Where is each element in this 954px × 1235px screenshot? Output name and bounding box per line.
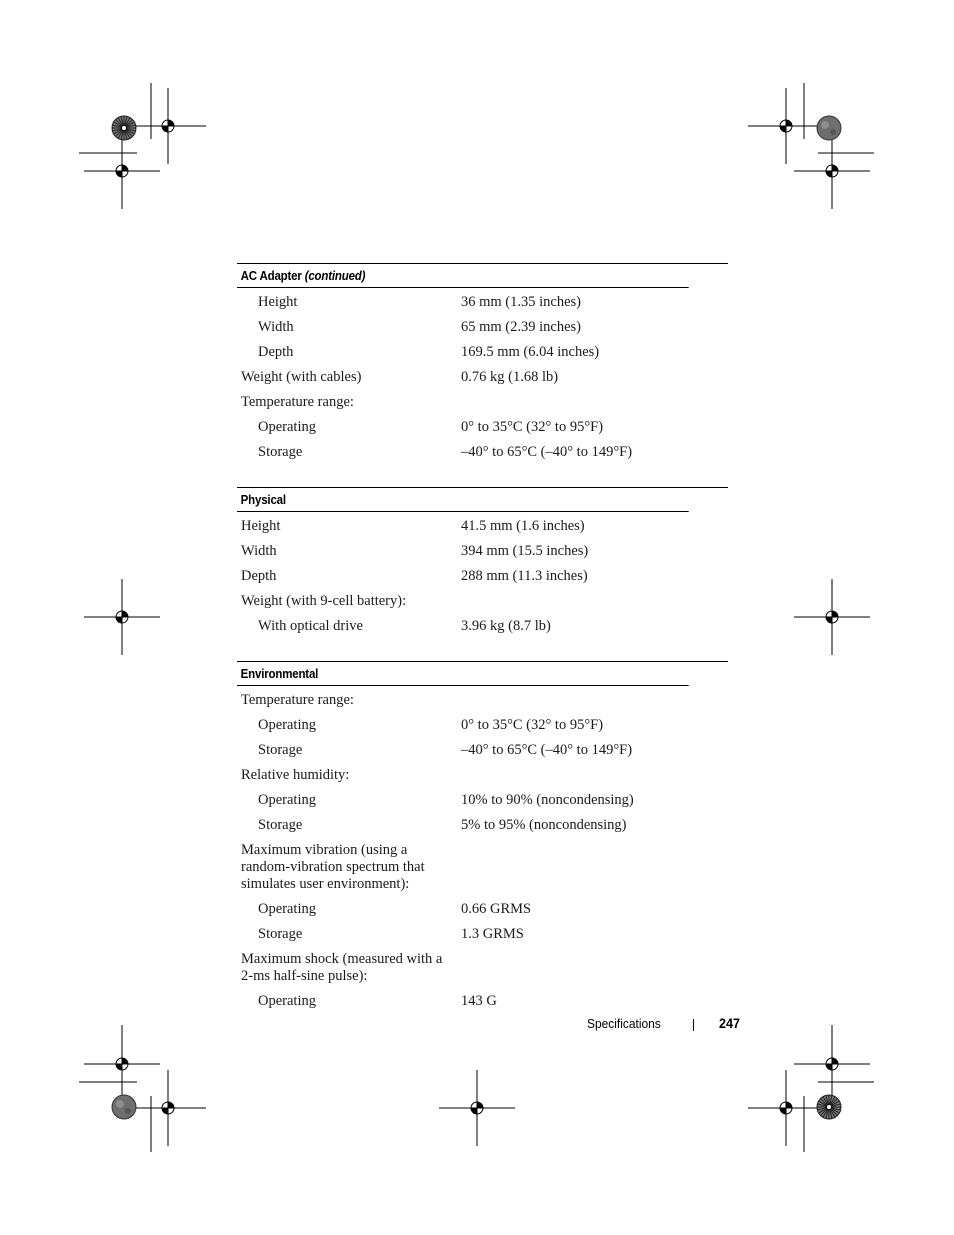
- section-title: Physical: [240, 493, 286, 507]
- spec-value: [461, 692, 728, 709]
- spec-value: [461, 394, 728, 411]
- spec-label: Operating: [258, 717, 316, 733]
- spec-row: [237, 365, 728, 390]
- spec-value: 41.5 mm (1.6 inches): [461, 518, 585, 534]
- spec-label: With optical drive: [258, 618, 363, 634]
- spec-row: [237, 788, 728, 813]
- spec-value: 0° to 35°C (32° to 95°F): [461, 717, 604, 733]
- spec-value: 36 mm (1.35 inches): [461, 294, 582, 310]
- spec-label: Temperature range:: [241, 692, 354, 708]
- spec-label: Depth: [241, 568, 277, 584]
- registration-target: [130, 1070, 206, 1146]
- spec-label: Operating: [258, 419, 316, 435]
- registration-target: [748, 88, 824, 164]
- registration-target: [794, 133, 870, 209]
- spec-row: [237, 922, 728, 947]
- spec-value: 3.96 kg (8.7 lb): [461, 618, 551, 634]
- spec-value: [461, 593, 728, 610]
- spec-label: Maximum shock (measured with a 2-ms half-sine pulse):: [241, 951, 443, 984]
- spec-value: 0° to 35°C (32° to 95°F): [461, 419, 604, 435]
- spec-label: Storage: [258, 742, 303, 758]
- spec-row: [237, 340, 728, 365]
- color-swatch: [112, 1095, 136, 1119]
- spec-label: Temperature range:: [241, 394, 354, 410]
- spec-value: [461, 842, 728, 893]
- registration-target: [794, 579, 870, 655]
- spec-value: 394 mm (15.5 inches): [461, 543, 589, 559]
- spec-label: Relative humidity:: [241, 767, 350, 783]
- spec-label: Weight (with cables): [241, 369, 362, 385]
- registration-target: [84, 133, 160, 209]
- spec-value: 288 mm (11.3 inches): [461, 568, 588, 584]
- spec-row: [237, 614, 728, 639]
- spec-row: [237, 989, 728, 1014]
- spec-label: Operating: [258, 993, 316, 1009]
- section-title: AC Adapter: [240, 269, 302, 283]
- spec-row: [237, 813, 728, 838]
- spec-row: [237, 688, 728, 713]
- spec-value: –40° to 65°C (–40° to 149°F): [461, 742, 633, 758]
- spec-label: Width: [241, 543, 277, 559]
- spec-value: 1.3 GRMS: [461, 926, 524, 942]
- registration-target: [84, 1026, 160, 1102]
- spec-row: [237, 838, 728, 897]
- spec-value: 143 G: [461, 993, 497, 1009]
- section-title-suffix: (continued): [304, 269, 366, 283]
- spec-row: [237, 738, 728, 763]
- section-rows: [237, 686, 728, 1020]
- spec-value: 10% to 90% (noncondensing): [461, 792, 634, 808]
- registration-target: [84, 579, 160, 655]
- footer-section-name: Specifications: [587, 1016, 661, 1031]
- spec-row: [237, 440, 728, 465]
- spec-label: Storage: [258, 926, 303, 942]
- spec-value: [461, 951, 728, 985]
- section-header: [237, 264, 689, 288]
- spec-row: [237, 589, 728, 614]
- spec-label: Operating: [258, 901, 316, 917]
- section-header: [237, 488, 689, 512]
- spec-row: [237, 897, 728, 922]
- spec-row: [237, 539, 728, 564]
- section-header: [237, 662, 689, 686]
- page-number: 247: [719, 1015, 741, 1031]
- section-title: Environmental: [240, 667, 319, 681]
- spec-row: [237, 713, 728, 738]
- spec-label: Storage: [258, 444, 303, 460]
- spec-label: Weight (with 9-cell battery):: [241, 593, 407, 609]
- registration-target: [130, 88, 206, 164]
- registration-target: [794, 1026, 870, 1102]
- spec-row: [237, 315, 728, 340]
- spec-section: [237, 487, 728, 645]
- color-starburst: [112, 116, 136, 140]
- spec-label: Height: [258, 294, 298, 310]
- specifications-table: [237, 263, 728, 1020]
- spec-value: 0.76 kg (1.68 lb): [461, 369, 559, 385]
- page-footer: [587, 1014, 747, 1034]
- spec-label: Operating: [258, 792, 316, 808]
- spec-row: [237, 763, 728, 788]
- registration-target: [748, 1070, 824, 1146]
- color-swatch: [817, 116, 841, 140]
- spec-label: Storage: [258, 817, 303, 833]
- color-starburst: [817, 1095, 841, 1119]
- spec-value: 169.5 mm (6.04 inches): [461, 344, 600, 360]
- spec-value: [461, 767, 728, 784]
- spec-section: [237, 263, 728, 471]
- spec-row: [237, 564, 728, 589]
- section-rows: [237, 288, 728, 471]
- spec-row: [237, 390, 728, 415]
- spec-row: [237, 947, 728, 989]
- spec-label: Width: [258, 319, 294, 335]
- spec-value: –40° to 65°C (–40° to 149°F): [461, 444, 633, 460]
- registration-target: [439, 1070, 515, 1146]
- spec-label: Height: [241, 518, 281, 534]
- spec-row: [237, 415, 728, 440]
- footer-separator: [693, 1019, 694, 1031]
- spec-section: [237, 661, 728, 1020]
- spec-row: [237, 290, 728, 315]
- spec-row: [237, 514, 728, 539]
- spec-label: Depth: [258, 344, 294, 360]
- spec-value: 65 mm (2.39 inches): [461, 319, 582, 335]
- spec-value: 0.66 GRMS: [461, 901, 532, 917]
- spec-value: 5% to 95% (noncondensing): [461, 817, 627, 833]
- spec-label: Maximum vibration (using a random-vibration spectrum that simulates user environment):: [241, 842, 425, 892]
- section-rows: [237, 512, 728, 645]
- sections-container: [237, 263, 728, 1020]
